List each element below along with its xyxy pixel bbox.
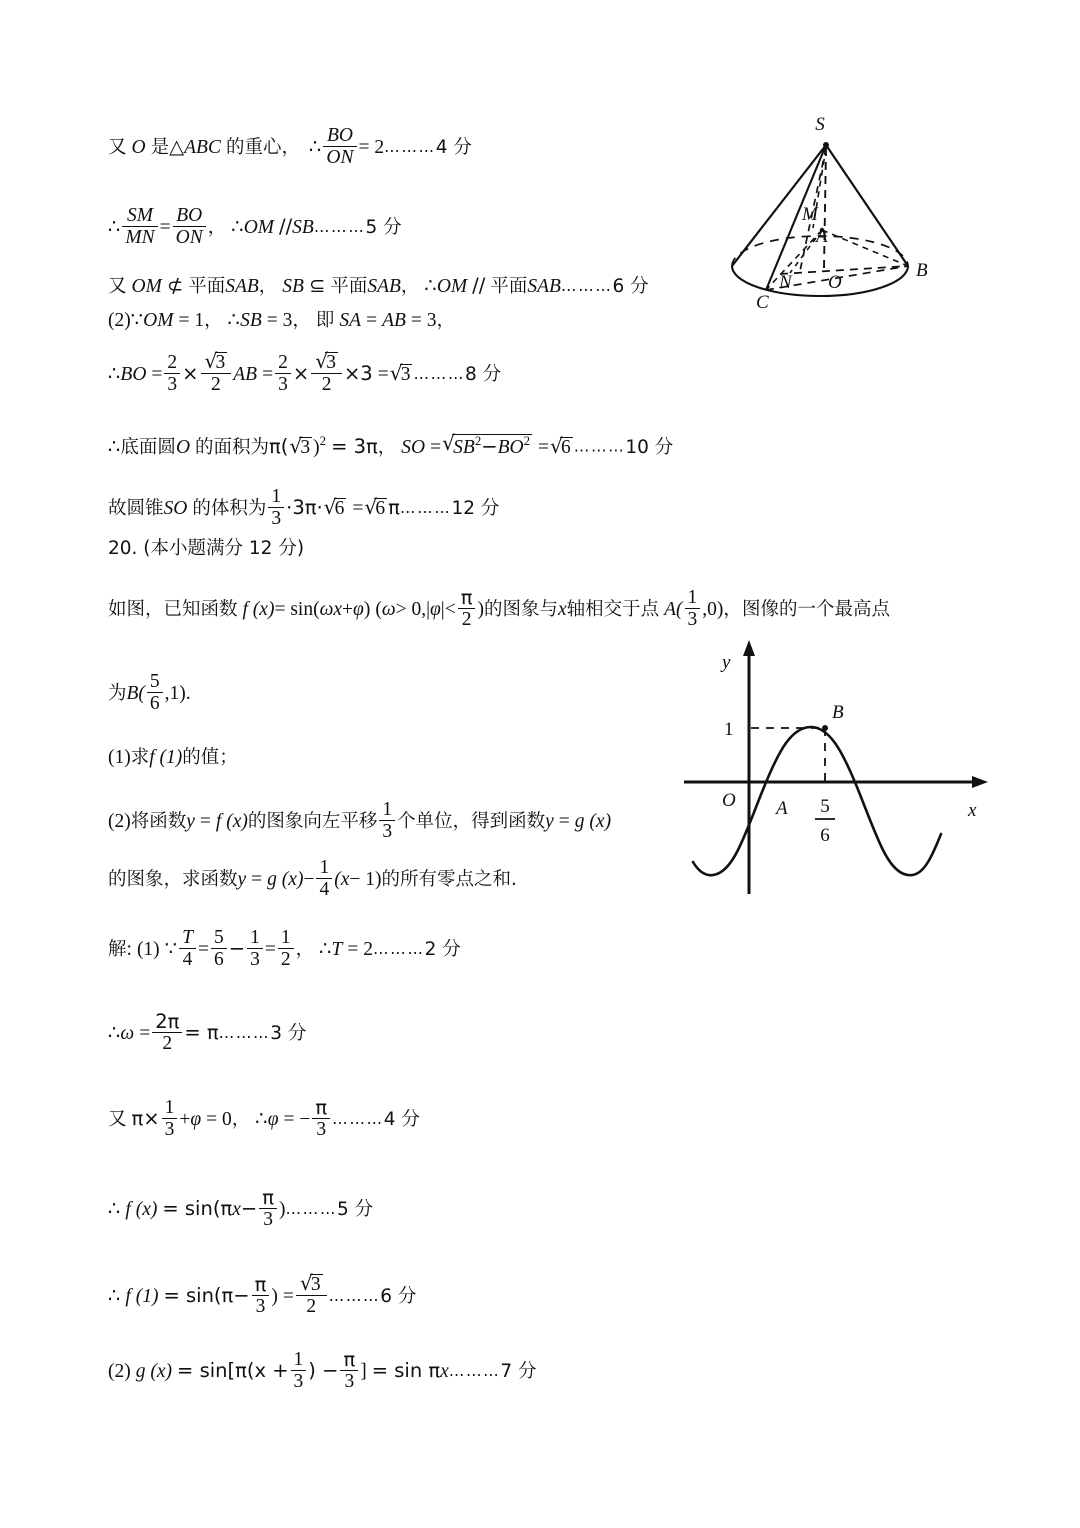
- comma: ，: [436, 310, 456, 331]
- label-point-A: A: [776, 798, 788, 819]
- comma: ，: [400, 276, 420, 297]
- leader-dots: ………: [313, 217, 366, 236]
- therefore-symbol: ∴: [108, 1197, 121, 1221]
- label-N: N: [779, 272, 792, 293]
- minus-sign: −: [303, 869, 315, 891]
- problem-20-heading: 20. (本小题满分 12 分): [108, 538, 305, 559]
- segment-sb: SB: [282, 276, 304, 297]
- colon: :: [126, 939, 132, 961]
- point-A-open: A(: [664, 599, 683, 621]
- score-12: 12 分: [451, 498, 500, 520]
- equals-negative: = −: [283, 1109, 311, 1131]
- leader-dots: ………: [448, 1361, 501, 1380]
- therefore-symbol: ∴: [424, 274, 437, 297]
- comma: ，: [723, 599, 742, 621]
- label-point-B: B: [832, 702, 844, 723]
- equals-sign: =: [366, 310, 378, 331]
- close-bracket: ]: [360, 1361, 367, 1383]
- leader-dots: ………: [218, 1023, 271, 1042]
- text-graph-find: 的图象，求函数: [108, 869, 238, 891]
- label-y-tick-1: 1: [724, 719, 734, 740]
- segment-ab: AB: [233, 364, 258, 386]
- text-you: 又: [108, 1109, 127, 1131]
- segment-om: OM: [243, 217, 275, 239]
- text-highest-point: 图像的一个最高点: [741, 599, 890, 621]
- minus-sign: −: [481, 434, 498, 458]
- segment-bo: BO: [497, 436, 524, 458]
- fraction-pi-over-2: $\frac{\pi}{2}$: [458, 588, 476, 631]
- pi-symbol: π: [388, 496, 400, 520]
- sqrt-sb2-minus-bo2: [442, 434, 532, 457]
- omega-symbol: ω: [381, 599, 396, 621]
- sqrt-3: √ 3: [205, 352, 228, 373]
- segment-sa: SA: [339, 310, 362, 331]
- plus-sign: +: [179, 1109, 191, 1131]
- x-axis-arrow: [972, 776, 988, 788]
- label-C: C: [756, 292, 769, 313]
- fraction-pi-over-3: $\frac{\pi}{3}$: [252, 1275, 270, 1318]
- equals-sign: =: [264, 939, 276, 961]
- phi-symbol: φ: [190, 1109, 202, 1131]
- therefore-symbol: ∴: [108, 1284, 121, 1308]
- equals-pi: = π: [184, 1021, 219, 1045]
- leader-dots: ………: [573, 437, 626, 456]
- equals-sin-pi: = sin(π: [163, 1284, 234, 1308]
- leader-dots: ………: [560, 276, 613, 295]
- fraction-bo-on: $\frac{BO}{ON}$: [323, 126, 356, 169]
- therefore-symbol: ∴: [319, 937, 332, 961]
- comma: ，: [292, 310, 311, 331]
- point-B-open: B(: [126, 683, 145, 705]
- equals-sign: =: [199, 811, 211, 833]
- text-you: 又: [108, 137, 127, 159]
- fraction-one-third: $\frac{1}{3}$: [291, 1350, 307, 1393]
- fraction-T-over-4: $\frac{T}{4}$: [179, 928, 196, 971]
- not-subset-icon: ⊄: [166, 274, 184, 297]
- svg-text:6: 6: [820, 825, 830, 846]
- equals-three: = 3: [410, 310, 437, 331]
- point-A-close: ,0): [702, 599, 724, 621]
- sine-graph-figure: [672, 636, 1002, 906]
- score-8: 8 分: [465, 364, 502, 386]
- leader-dots: ………: [332, 1109, 384, 1128]
- text-cone-volume: 故圆锥: [108, 498, 164, 520]
- equals-sign: =: [159, 217, 171, 239]
- segment-ab: AB: [382, 310, 406, 331]
- segment-om: OM: [436, 276, 468, 297]
- fraction-two-thirds: $\frac{2}{3}$: [164, 353, 180, 396]
- equals-sign: =: [251, 869, 263, 891]
- y-axis-arrow: [743, 640, 755, 656]
- sqrt-3: √ 3: [390, 364, 413, 385]
- equals-sin-pi: = sin(π: [162, 1197, 233, 1221]
- equals-3pi: = 3π: [331, 434, 378, 458]
- because-symbol: ∵: [130, 308, 144, 331]
- axis-so: [824, 148, 826, 268]
- score-6: 6 分: [612, 276, 649, 297]
- because-symbol: ∵: [164, 937, 178, 961]
- score-6: 6 分: [380, 1286, 417, 1308]
- text-solution: 解: [108, 939, 127, 961]
- therefore-symbol: ∴: [108, 362, 121, 386]
- label-B: B: [916, 260, 928, 281]
- problem-20-stem-2: [108, 672, 191, 715]
- leader-dots: ………: [413, 364, 466, 383]
- fraction-sm-mn: $\frac{SM}{MN}$: [122, 206, 157, 249]
- score-4: 4 分: [383, 1109, 420, 1131]
- equals-sign: =: [282, 1286, 294, 1308]
- fraction-one-half: $\frac{1}{2}$: [278, 928, 294, 971]
- function-f-of-1: f (1): [125, 1286, 159, 1308]
- solution20-line-1: [108, 928, 461, 971]
- text-plane: 平面: [490, 276, 528, 297]
- score-10: 10 分: [625, 436, 674, 458]
- sqrt-6: √ 6: [550, 437, 573, 458]
- function-f: f (x): [242, 599, 275, 621]
- equals-sign: =: [262, 364, 274, 386]
- solution-line-6: [108, 434, 673, 457]
- question-1: [108, 748, 238, 768]
- equals-sign: =: [430, 436, 442, 458]
- leader-dots: ………: [285, 1199, 338, 1218]
- cone-figure: [718, 108, 980, 313]
- exponent-2: 2: [319, 434, 327, 448]
- therefore-symbol: ∴: [108, 434, 121, 458]
- text-value-of: 的值；: [182, 747, 238, 768]
- exponent-2: 2: [523, 434, 531, 448]
- score-5: 5 分: [337, 1199, 374, 1221]
- minus-sign: −: [233, 1284, 250, 1308]
- subset-icon: ⊆: [308, 274, 326, 297]
- times-symbol: ×: [182, 362, 199, 386]
- equals-sin-pi: = sin π: [371, 1359, 441, 1383]
- segment-so: SO: [163, 498, 188, 520]
- comma: ，: [204, 310, 223, 331]
- parallel-symbol: //: [472, 274, 486, 297]
- minus-one-close: − 1): [349, 869, 382, 891]
- text-centroid: 的重心，: [225, 137, 300, 159]
- solution20-line-4: [108, 1188, 373, 1231]
- score-2: 2 分: [424, 939, 461, 961]
- equals-sign: =: [377, 364, 389, 386]
- fraction-pi-over-3: $\frac{\pi}{3}$: [259, 1188, 277, 1231]
- question-number-1: (1): [108, 747, 131, 768]
- therefore-symbol: ∴: [108, 215, 121, 239]
- equals-sin: = sin(: [274, 599, 320, 621]
- point-O: O: [175, 436, 191, 458]
- sqrt-3: √ 3: [289, 437, 312, 458]
- plane-sab: SAB: [367, 276, 401, 297]
- plane-sab: SAB: [527, 276, 561, 297]
- open-paren: (: [375, 599, 382, 621]
- expression-x: (x: [334, 869, 350, 891]
- score-7: 7 分: [500, 1361, 537, 1383]
- label-M: M: [802, 204, 818, 225]
- problem-20-stem: [108, 588, 890, 631]
- variable-x: x: [333, 599, 343, 621]
- close-paren: ): [271, 1286, 278, 1308]
- fraction-one-third: $\frac{1}{3}$: [247, 928, 263, 971]
- text-sum-of-zeros: 的所有零点之和.: [381, 869, 517, 891]
- text-shi: 是: [150, 137, 170, 159]
- equals-sign: =: [352, 498, 364, 520]
- segment-om: OM: [131, 276, 162, 297]
- equals-sign: =: [538, 436, 550, 458]
- therefore-symbol: ∴: [108, 1021, 121, 1045]
- text-shift-function: 将函数: [130, 811, 187, 833]
- question-2-line-1: [108, 800, 611, 843]
- label-A: A: [816, 226, 828, 247]
- solution-line-1: [108, 126, 472, 169]
- variable-x: x: [440, 1361, 449, 1383]
- fraction-bo-on: $\frac{BO}{ON}$: [173, 206, 206, 249]
- text-shift-left: 的图象向左平移: [247, 811, 378, 833]
- sqrt-6: √ 6: [324, 498, 347, 519]
- text-you: 又: [108, 276, 127, 297]
- variable-y: y: [237, 869, 247, 891]
- sqrt-3: √ 3: [300, 1274, 323, 1295]
- equals-one: = 1: [178, 310, 205, 331]
- text-ji: 即: [315, 310, 335, 331]
- fraction-one-fourth: $\frac{1}{4}$: [316, 858, 332, 901]
- close-paren: ): [313, 436, 320, 458]
- phi-symbol: φ: [430, 599, 441, 621]
- score-4: 4 分: [435, 137, 472, 159]
- fraction-one-third: $\frac{1}{3}$: [685, 588, 701, 631]
- therefore-symbol: ∴: [227, 308, 241, 331]
- variable-y: y: [545, 811, 554, 833]
- solution-line-5: [108, 352, 501, 396]
- comma: ，: [231, 1109, 251, 1131]
- solution20-line-5: [108, 1274, 416, 1318]
- fraction-2pi-over-2: $\frac{2\pi}{2}$: [152, 1012, 182, 1055]
- text-volume-is: 的体积为: [192, 498, 267, 520]
- solution-line-3: [108, 276, 649, 297]
- solution20-line-3: [108, 1098, 420, 1141]
- text-intersect: 轴相交于点: [566, 599, 660, 621]
- variable-x: x: [232, 1199, 241, 1221]
- leader-dots: ………: [384, 137, 436, 156]
- times-three: ×3: [343, 362, 373, 386]
- fraction-one-third: $\frac{1}{3}$: [268, 487, 284, 530]
- text-as-shown: 如图，已知函数: [108, 599, 238, 621]
- fraction-pi-over-3: $\frac{\pi}{3}$: [340, 1350, 358, 1393]
- label-O: O: [828, 272, 842, 293]
- function-g: g (x): [574, 811, 612, 833]
- svg-text:5: 5: [820, 796, 830, 817]
- segment-bo: BO: [120, 364, 147, 386]
- fraction-two-thirds: $\frac{2}{3}$: [275, 353, 291, 396]
- fraction-sqrt3-over-2: √ $\frac{3}{2}$: [296, 1274, 327, 1318]
- equals-sign: =: [197, 939, 209, 961]
- equals-two: = 2: [347, 939, 373, 961]
- function-f-of-1: f (1): [149, 747, 183, 768]
- omega-symbol: ω: [319, 599, 334, 621]
- part-label-2: (2): [108, 310, 131, 331]
- less-than: |<: [440, 599, 456, 621]
- segment-so: SO: [401, 436, 426, 458]
- parallel-symbol: //: [279, 215, 293, 239]
- sqrt-3: √ 3: [315, 352, 338, 373]
- label-y-axis: y: [722, 652, 731, 673]
- function-f: f (x): [215, 811, 248, 833]
- triangle-abc: ABC: [184, 137, 221, 159]
- therefore-symbol: ∴: [308, 135, 322, 159]
- fraction-sqrt3-over-2: √ $\frac{3}{2}$: [311, 352, 342, 396]
- score-5: 5 分: [365, 217, 402, 239]
- segment-sb: SB: [453, 436, 475, 458]
- label-x-tick-five-sixths: [815, 796, 835, 846]
- comma: ，: [295, 939, 315, 961]
- comma: ，: [377, 436, 397, 458]
- times-symbol: ×: [292, 362, 310, 386]
- triangle-symbol: △: [169, 135, 185, 159]
- part-label-2: (2): [108, 1361, 131, 1383]
- phi-symbol: φ: [267, 1109, 279, 1131]
- variable-x: x: [557, 599, 567, 621]
- point-B-close: ,1).: [164, 683, 191, 705]
- minus-sign: −: [228, 937, 246, 961]
- omega-symbol: ω: [120, 1023, 135, 1045]
- close-paren: ): [477, 599, 484, 621]
- solution-line-4: [108, 310, 455, 331]
- segment-om: OM: [143, 310, 174, 331]
- text-find: 求: [130, 747, 150, 768]
- text-base-circle: 底面圆: [120, 436, 176, 458]
- equals-sin-bracket: = sin[π(x +: [177, 1359, 289, 1383]
- solution20-line-6: [108, 1350, 537, 1393]
- plus-sign: +: [342, 599, 354, 621]
- close-paren: ): [363, 599, 371, 621]
- exponent-2: 2: [474, 434, 482, 448]
- equals-three: = 3: [266, 310, 293, 331]
- equals-sign: =: [151, 364, 163, 386]
- variable-y: y: [186, 811, 195, 833]
- plane-sab: SAB: [225, 276, 259, 297]
- sqrt-6: √ 6: [364, 498, 387, 519]
- leader-dots: ………: [328, 1286, 381, 1305]
- solution-line-2: [108, 206, 402, 249]
- segment-sb: SB: [292, 217, 314, 239]
- text-units-get: 个单位，得到函数: [397, 811, 546, 833]
- therefore-symbol: ∴: [255, 1107, 268, 1131]
- question-number-2: (2): [108, 811, 131, 833]
- comma: ，: [258, 276, 278, 297]
- fraction-one-third: $\frac{1}{3}$: [162, 1098, 178, 1141]
- equals-sign: =: [139, 1023, 151, 1045]
- function-g: g (x): [135, 1361, 173, 1383]
- function-f: f (x): [125, 1199, 158, 1221]
- label-x-axis: x: [968, 800, 977, 821]
- pi-symbol: π: [131, 1107, 144, 1131]
- score-3: 3 分: [270, 1023, 307, 1045]
- part-label-1: (1): [136, 939, 160, 961]
- question-2-line-2: [108, 858, 517, 901]
- equals-zero: = 0: [206, 1109, 232, 1131]
- fraction-five-sixths: $\frac{5}{6}$: [147, 672, 163, 715]
- text-graph-and: 的图象与: [483, 599, 558, 621]
- equals-two: = 2: [358, 137, 385, 159]
- solution-line-7: [108, 487, 499, 530]
- function-g: g (x): [267, 869, 304, 891]
- leader-dots: ………: [372, 939, 425, 958]
- times-symbol: ×: [143, 1107, 160, 1131]
- equals-sign: =: [558, 811, 570, 833]
- therefore-symbol: ∴: [231, 215, 244, 239]
- line-nob: [780, 266, 908, 274]
- label-S: S: [815, 114, 825, 135]
- text-plane: 平面: [188, 276, 226, 297]
- close-paren: ): [278, 1199, 286, 1221]
- close-paren-minus: ) −: [308, 1359, 339, 1383]
- text-plane: 平面: [330, 276, 368, 297]
- segment-sb: SB: [240, 310, 262, 331]
- minus-sign: −: [240, 1197, 258, 1221]
- point-O: O: [131, 137, 146, 159]
- fraction-five-sixths: $\frac{5}{6}$: [211, 928, 227, 971]
- label-origin-O: O: [722, 790, 736, 811]
- fraction-one-third: $\frac{1}{3}$: [379, 800, 395, 843]
- phi-symbol: φ: [353, 599, 364, 621]
- period-T: T: [331, 939, 343, 961]
- leader-dots: ………: [399, 498, 452, 517]
- text-wei: 为: [108, 683, 127, 705]
- solution20-line-2: [108, 1012, 306, 1055]
- fraction-sqrt3-over-2: √ $\frac{3}{2}$: [201, 352, 232, 396]
- times-3pi: ·3π·: [286, 496, 323, 520]
- comma: ，: [207, 217, 227, 239]
- fraction-pi-over-3: $\frac{\pi}{3}$: [312, 1098, 330, 1141]
- pi-open-paren: π(: [269, 434, 289, 458]
- text-area-is: 的面积为: [195, 436, 270, 458]
- condition-omega-gt-0: > 0,|: [395, 599, 430, 621]
